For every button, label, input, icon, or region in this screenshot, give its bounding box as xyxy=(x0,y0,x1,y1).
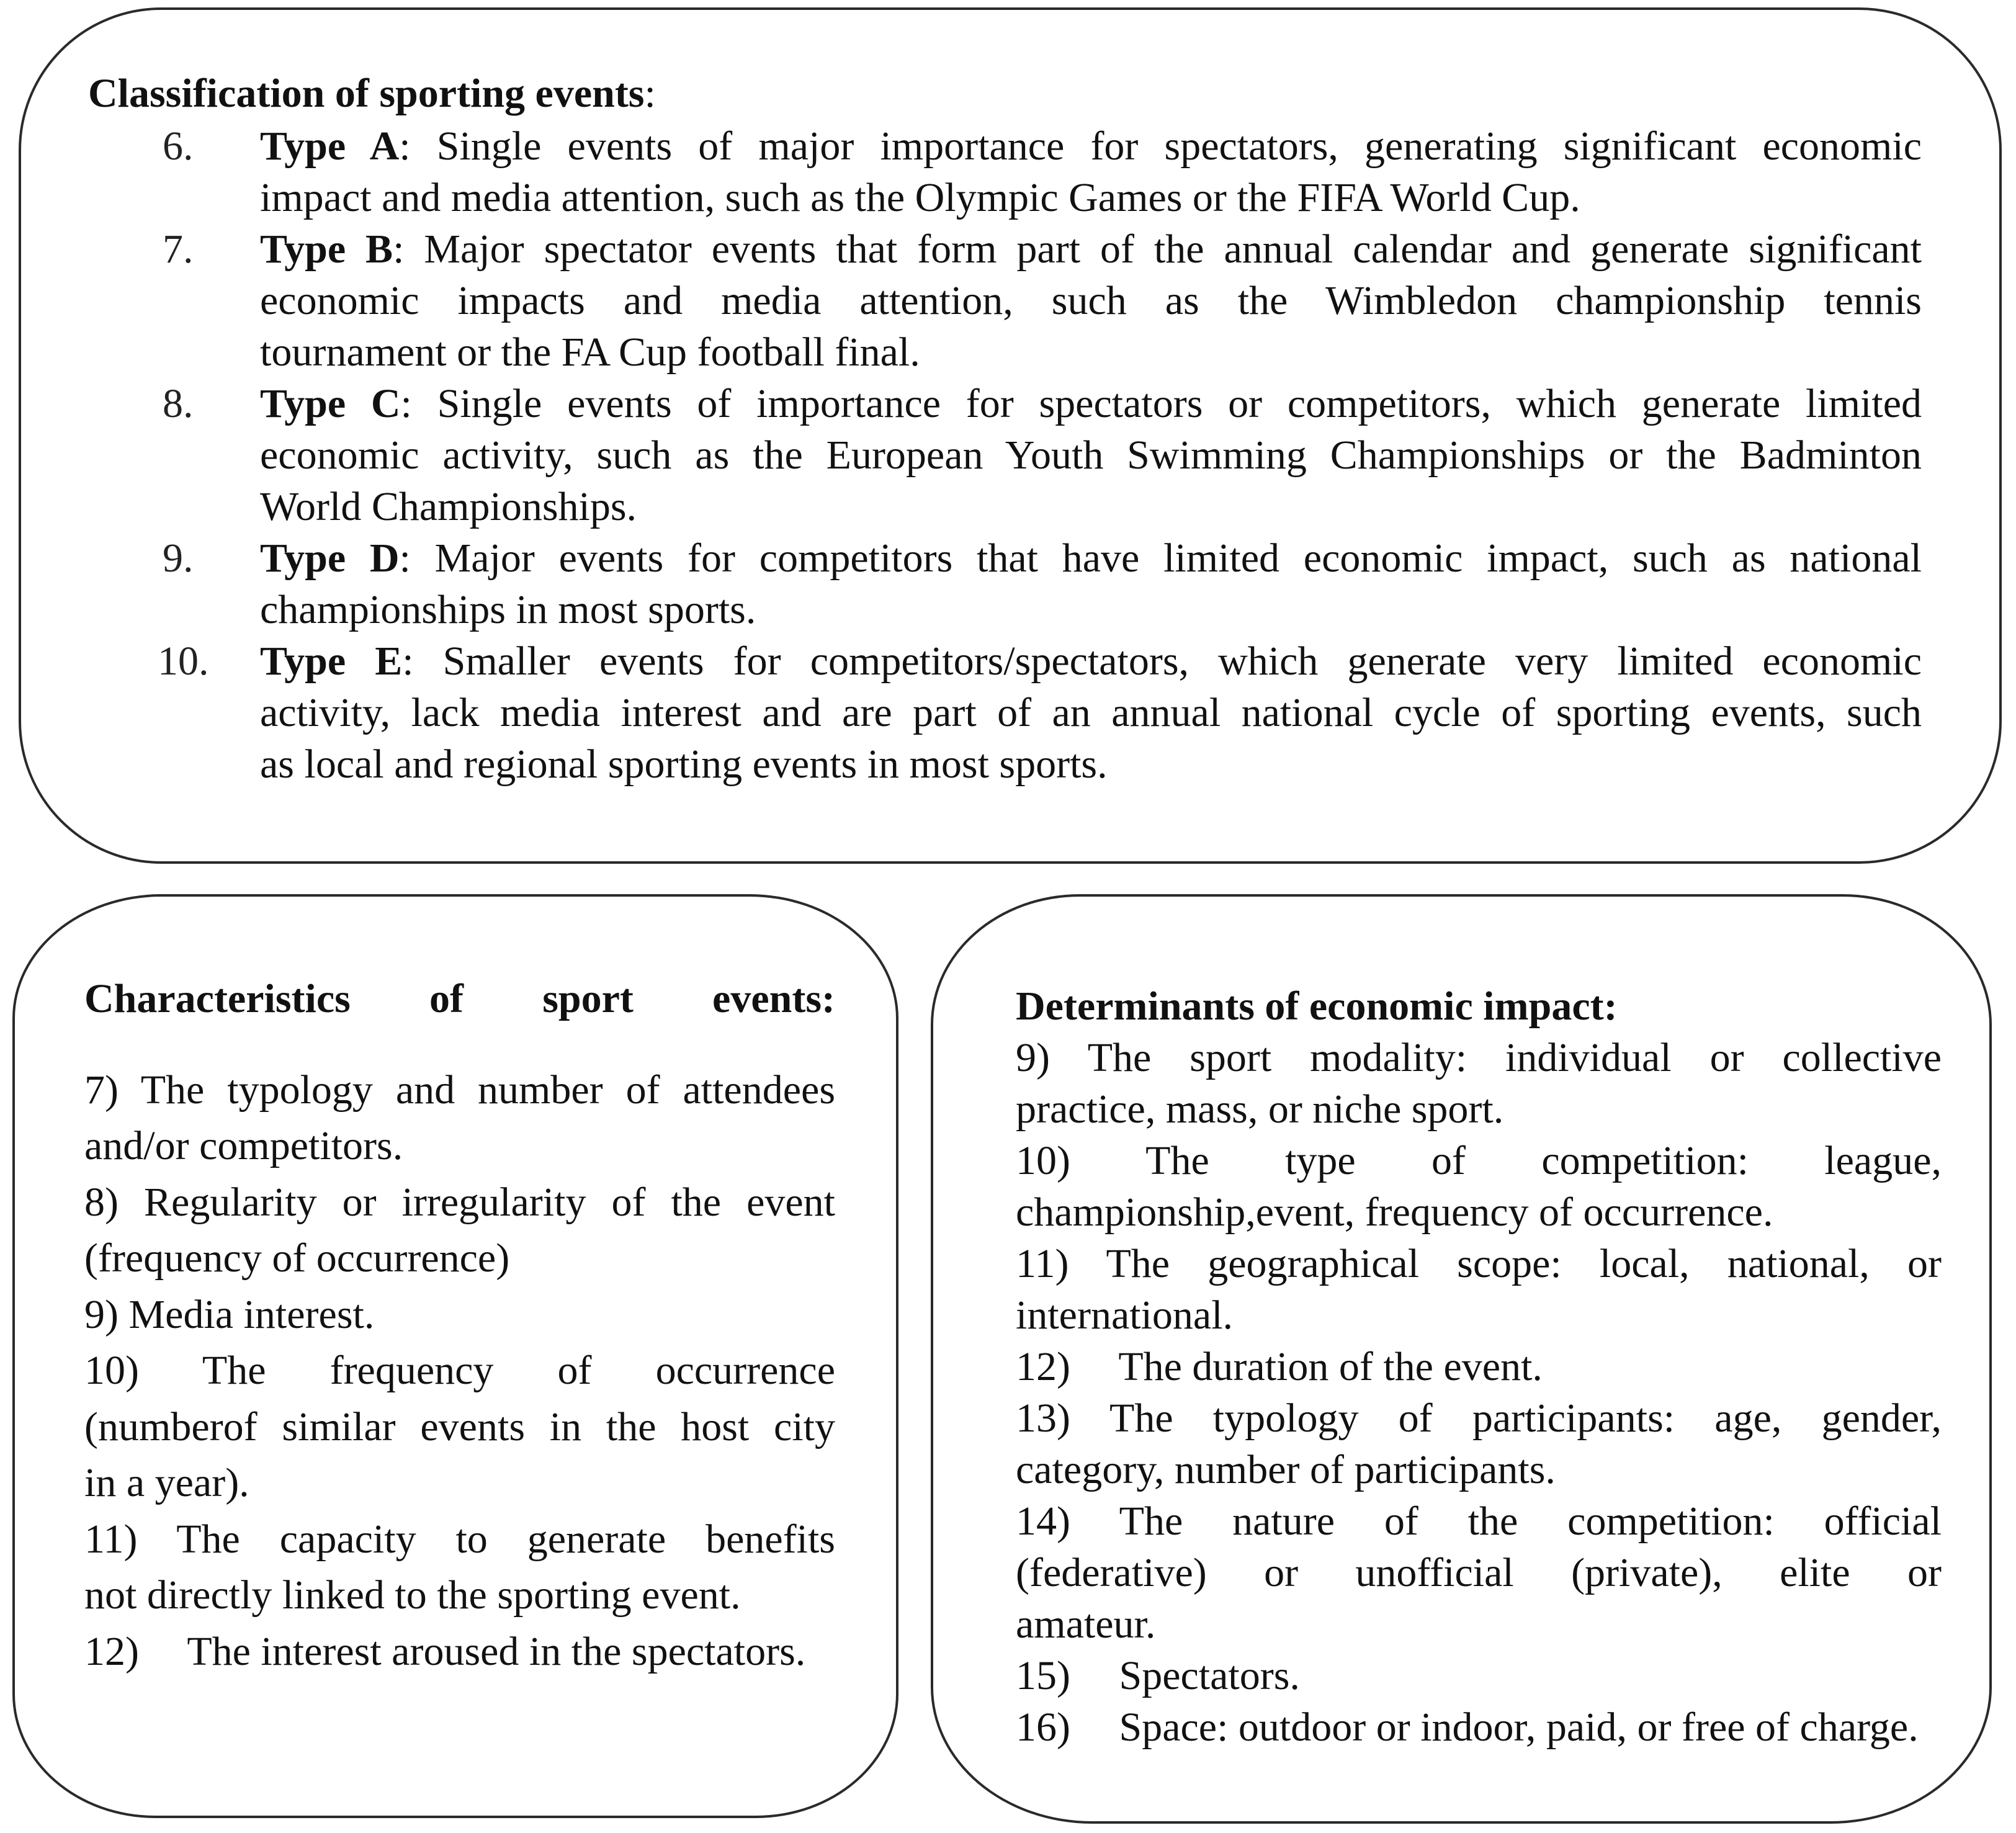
item-text: The frequency of occurrence xyxy=(202,1348,836,1393)
item-text: not directly linked to the sporting event. xyxy=(84,1572,741,1618)
determinants-item xyxy=(1016,1135,1942,1238)
list-number: 9) xyxy=(84,1291,119,1337)
item-text: : Smaller events for competitors/spectators, which generate very limited economic xyxy=(402,639,1922,684)
item-text: activity, lack media interest and are part of an annual national cycle of sporting events, such xyxy=(260,690,1922,735)
type-label: Type D xyxy=(260,536,400,581)
list-number: 11) xyxy=(84,1516,138,1562)
classification-item xyxy=(88,635,1922,790)
list-number: 10) xyxy=(84,1348,139,1393)
type-label: Type A xyxy=(260,123,400,169)
determinants-item xyxy=(1016,1341,1942,1392)
characteristics-item xyxy=(84,1343,835,1512)
item-line xyxy=(1016,1701,1942,1753)
item-line xyxy=(260,687,1922,738)
item-line xyxy=(84,1567,835,1624)
item-line xyxy=(1016,1289,1942,1341)
item-text: (federative) or unofficial (private), elite or xyxy=(1016,1550,1942,1595)
item-line xyxy=(260,223,1922,275)
item-line xyxy=(260,738,1922,790)
item-text: championship,event, frequency of occurrence. xyxy=(1016,1190,1773,1235)
item-line xyxy=(260,635,1922,687)
item-line xyxy=(1016,1032,1942,1083)
item-text: The interest aroused in the spectators. xyxy=(187,1628,806,1674)
list-number: 16) xyxy=(1016,1705,1070,1750)
item-line xyxy=(1016,1083,1942,1135)
item-text: The nature of the competition: official xyxy=(1119,1499,1942,1544)
list-number: 15) xyxy=(1016,1653,1070,1698)
item-line xyxy=(84,1287,835,1343)
determinants-item xyxy=(1016,1032,1942,1135)
item-line xyxy=(84,1230,835,1287)
list-number: 7) xyxy=(84,1067,119,1113)
list-number: 14) xyxy=(1016,1499,1070,1544)
item-line xyxy=(260,172,1922,223)
item-line xyxy=(84,1399,835,1456)
item-text: : Single events of importance for spectators or competitors, which generate limited xyxy=(400,381,1922,426)
item-text: impact and media attention, such as the Olympic Games or the FIFA World Cup. xyxy=(260,175,1580,220)
item-text: Media interest. xyxy=(128,1291,375,1337)
item-text: category, number of participants. xyxy=(1016,1447,1556,1492)
type-label: Type C xyxy=(260,381,401,426)
list-number: 10) xyxy=(1016,1138,1070,1183)
type-label: Type B xyxy=(260,226,393,272)
item-text: The geographical scope: local, national, or xyxy=(1106,1241,1942,1286)
determinants-list xyxy=(1016,1032,1942,1753)
classification-item xyxy=(88,532,1922,635)
classification-item xyxy=(88,223,1922,378)
determinants-title: Determinants of economic impact: xyxy=(1016,984,1618,1029)
determinants-item xyxy=(1016,1392,1942,1495)
item-text: The type of competition: league, xyxy=(1145,1138,1942,1183)
determinants-item xyxy=(1016,1495,1942,1650)
item-text: : Single events of major importance for spectators, generating significant economic xyxy=(399,123,1922,169)
item-text: The typology of participants: age, gender, xyxy=(1109,1396,1942,1441)
item-line xyxy=(1016,1444,1942,1495)
classification-list xyxy=(88,120,1922,790)
item-line xyxy=(1016,1238,1942,1289)
item-line xyxy=(260,481,1922,532)
item-line xyxy=(1016,1495,1942,1547)
item-line xyxy=(84,1624,835,1680)
item-text: tournament or the FA Cup football final. xyxy=(260,329,920,375)
list-number: 10. xyxy=(158,639,209,684)
item-text: : Major spectator events that form part of the annual calendar and generate significant xyxy=(393,226,1922,272)
list-number: 7. xyxy=(163,226,194,272)
list-number: 9. xyxy=(163,536,194,581)
item-text: Spectators. xyxy=(1119,1653,1300,1698)
determinants-item xyxy=(1016,1238,1942,1341)
list-number: 13) xyxy=(1016,1396,1070,1441)
item-line xyxy=(84,1455,835,1512)
classification-title-text: Classification of sporting events xyxy=(88,71,645,116)
item-line xyxy=(84,1118,835,1175)
list-number: 8) xyxy=(84,1179,119,1225)
item-text: championships in most sports. xyxy=(260,587,756,632)
item-line xyxy=(1016,1547,1942,1598)
type-label: Type E xyxy=(260,639,403,684)
item-line xyxy=(1016,1392,1942,1444)
item-line xyxy=(84,1343,835,1399)
list-number: 11) xyxy=(1016,1241,1069,1286)
characteristics-content xyxy=(84,971,835,1680)
list-number: 9) xyxy=(1016,1035,1050,1080)
determinants-item xyxy=(1016,1650,1942,1701)
characteristics-item xyxy=(84,1512,835,1624)
item-line xyxy=(1016,1341,1942,1392)
item-line xyxy=(84,1512,835,1568)
characteristics-list xyxy=(84,1062,835,1680)
item-text: international. xyxy=(1016,1293,1234,1338)
classification-item xyxy=(88,120,1922,223)
item-line xyxy=(1016,1598,1942,1650)
item-line xyxy=(84,1062,835,1119)
item-text: (frequency of occurrence) xyxy=(84,1235,510,1281)
list-number: 12) xyxy=(1016,1344,1070,1389)
item-text: amateur. xyxy=(1016,1602,1156,1647)
item-line xyxy=(260,584,1922,635)
classification-panel xyxy=(19,7,2002,864)
list-number: 8. xyxy=(163,381,194,426)
item-line xyxy=(1016,1186,1942,1238)
item-text: World Championships. xyxy=(260,484,637,529)
determinants-item xyxy=(1016,1701,1942,1753)
item-text: economic impacts and media attention, such as the Wimbledon championship tennis xyxy=(260,278,1922,323)
item-line xyxy=(260,532,1922,584)
item-text: Space: outdoor or indoor, paid, or free of charge. xyxy=(1119,1705,1919,1750)
list-number: 12) xyxy=(84,1628,139,1674)
item-line xyxy=(260,378,1922,429)
item-line xyxy=(260,120,1922,172)
item-text: practice, mass, or niche sport. xyxy=(1016,1087,1504,1132)
characteristics-panel xyxy=(12,894,898,1818)
item-text: The capacity to generate benefits xyxy=(176,1516,835,1562)
classification-content xyxy=(88,67,1922,790)
characteristics-item xyxy=(84,1062,835,1175)
characteristics-item xyxy=(84,1624,835,1680)
item-line xyxy=(1016,1135,1942,1186)
item-text: The sport modality: individual or collective xyxy=(1087,1035,1942,1080)
item-line xyxy=(260,275,1922,326)
characteristics-title: Characteristics of sport events: xyxy=(84,976,835,1021)
item-line xyxy=(1016,1650,1942,1701)
item-line xyxy=(260,326,1922,378)
item-line xyxy=(84,1175,835,1231)
list-number: 6. xyxy=(163,123,194,169)
item-text: The typology and number of attendees xyxy=(140,1067,836,1113)
item-text: as local and regional sporting events in most sports. xyxy=(260,742,1108,787)
determinants-panel xyxy=(931,894,1992,1824)
item-text: in a year). xyxy=(84,1460,249,1505)
characteristics-item xyxy=(84,1175,835,1287)
item-text: : Major events for competitors that have limited economic impact, such as national xyxy=(399,536,1922,581)
classification-title xyxy=(88,67,1922,120)
classification-title-colon: : xyxy=(644,71,656,116)
characteristics-item xyxy=(84,1287,835,1343)
item-text: Regularity or irregularity of the event xyxy=(144,1179,836,1225)
determinants-content xyxy=(1016,980,1942,1753)
item-text: The duration of the event. xyxy=(1118,1344,1543,1389)
item-line xyxy=(260,429,1922,481)
item-text: economic activity, such as the European Youth Swimming Championships or the Badminton xyxy=(260,432,1922,478)
item-text: (numberof similar events in the host city xyxy=(84,1404,835,1450)
classification-item xyxy=(88,378,1922,532)
item-text: and/or competitors. xyxy=(84,1123,403,1168)
